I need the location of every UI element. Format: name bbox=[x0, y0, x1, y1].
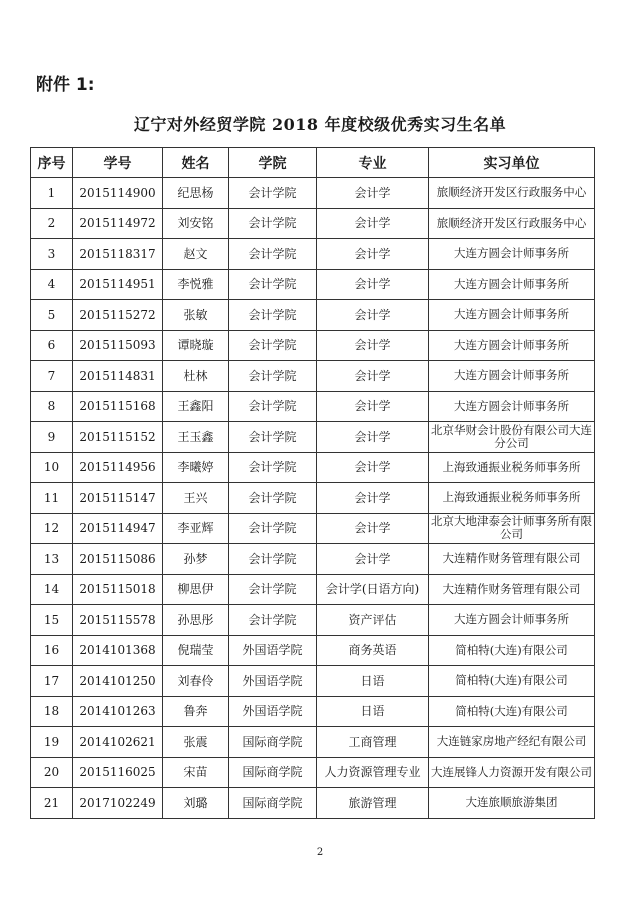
table-row bbox=[31, 269, 595, 300]
attachment-label: 附件 1: bbox=[36, 75, 95, 95]
cell-name: 宋苗 bbox=[163, 757, 229, 788]
cell-internship-unit: 北京华财会计股份有限公司大连分公司 bbox=[429, 422, 595, 453]
cell-college: 会计学院 bbox=[229, 391, 317, 422]
cell-name: 鲁奔 bbox=[163, 696, 229, 727]
cell-major: 会计学 bbox=[317, 300, 429, 331]
table-row bbox=[31, 239, 595, 270]
cell-major: 日语 bbox=[317, 696, 429, 727]
cell-internship-unit: 北京大地津泰会计师事务所有限公司 bbox=[429, 513, 595, 544]
table-row bbox=[31, 727, 595, 758]
cell-student-id: 2015115272 bbox=[73, 300, 163, 331]
cell-major: 会计学(日语方向) bbox=[317, 574, 429, 605]
cell-index: 12 bbox=[31, 513, 73, 544]
cell-major: 旅游管理 bbox=[317, 788, 429, 819]
cell-student-id: 2015115018 bbox=[73, 574, 163, 605]
cell-index: 9 bbox=[31, 422, 73, 453]
table-row bbox=[31, 452, 595, 483]
cell-student-id: 2017102249 bbox=[73, 788, 163, 819]
cell-name: 孙思彤 bbox=[163, 605, 229, 636]
header-index: 序号 bbox=[31, 148, 73, 178]
cell-internship-unit: 简柏特(大连)有限公司 bbox=[429, 696, 595, 727]
table-header-row bbox=[31, 148, 595, 178]
cell-college: 会计学院 bbox=[229, 452, 317, 483]
cell-student-id: 2015114900 bbox=[73, 178, 163, 209]
cell-college: 会计学院 bbox=[229, 544, 317, 575]
cell-major: 会计学 bbox=[317, 239, 429, 270]
header-major: 专业 bbox=[317, 148, 429, 178]
cell-index: 19 bbox=[31, 727, 73, 758]
table-row bbox=[31, 361, 595, 392]
page-number: 2 bbox=[316, 847, 324, 858]
cell-index: 15 bbox=[31, 605, 73, 636]
table-row bbox=[31, 208, 595, 239]
cell-major: 会计学 bbox=[317, 513, 429, 544]
cell-index: 13 bbox=[31, 544, 73, 575]
cell-student-id: 2014101250 bbox=[73, 666, 163, 697]
cell-student-id: 2015115168 bbox=[73, 391, 163, 422]
cell-name: 孙梦 bbox=[163, 544, 229, 575]
cell-college: 会计学院 bbox=[229, 574, 317, 605]
cell-name: 刘安铭 bbox=[163, 208, 229, 239]
table-row bbox=[31, 483, 595, 514]
cell-student-id: 2015114831 bbox=[73, 361, 163, 392]
cell-major: 会计学 bbox=[317, 208, 429, 239]
cell-major: 会计学 bbox=[317, 452, 429, 483]
table-row bbox=[31, 605, 595, 636]
table-row bbox=[31, 696, 595, 727]
cell-student-id: 2015115152 bbox=[73, 422, 163, 453]
cell-index: 1 bbox=[31, 178, 73, 209]
table-row bbox=[31, 544, 595, 575]
cell-index: 3 bbox=[31, 239, 73, 270]
cell-internship-unit: 大连方圆会计师事务所 bbox=[429, 300, 595, 331]
cell-internship-unit: 大连方圆会计师事务所 bbox=[429, 269, 595, 300]
cell-name: 张震 bbox=[163, 727, 229, 758]
cell-student-id: 2015114947 bbox=[73, 513, 163, 544]
cell-student-id: 2015114956 bbox=[73, 452, 163, 483]
cell-index: 2 bbox=[31, 208, 73, 239]
cell-student-id: 2015114972 bbox=[73, 208, 163, 239]
cell-internship-unit: 大连旅顺旅游集团 bbox=[429, 788, 595, 819]
cell-internship-unit: 大连方圆会计师事务所 bbox=[429, 330, 595, 361]
cell-student-id: 2015118317 bbox=[73, 239, 163, 270]
cell-name: 纪思杨 bbox=[163, 178, 229, 209]
cell-major: 会计学 bbox=[317, 544, 429, 575]
cell-college: 会计学院 bbox=[229, 178, 317, 209]
cell-index: 17 bbox=[31, 666, 73, 697]
cell-index: 18 bbox=[31, 696, 73, 727]
cell-student-id: 2014101368 bbox=[73, 635, 163, 666]
cell-name: 刘春伶 bbox=[163, 666, 229, 697]
cell-college: 国际商学院 bbox=[229, 788, 317, 819]
cell-internship-unit: 大连方圆会计师事务所 bbox=[429, 391, 595, 422]
cell-major: 会计学 bbox=[317, 178, 429, 209]
cell-name: 谭晓璇 bbox=[163, 330, 229, 361]
table-row bbox=[31, 330, 595, 361]
cell-name: 杜林 bbox=[163, 361, 229, 392]
cell-college: 会计学院 bbox=[229, 361, 317, 392]
cell-index: 14 bbox=[31, 574, 73, 605]
cell-index: 4 bbox=[31, 269, 73, 300]
cell-internship-unit: 简柏特(大连)有限公司 bbox=[429, 635, 595, 666]
cell-college: 会计学院 bbox=[229, 330, 317, 361]
cell-internship-unit: 大连展锋人力资源开发有限公司 bbox=[429, 757, 595, 788]
cell-college: 会计学院 bbox=[229, 208, 317, 239]
cell-college: 国际商学院 bbox=[229, 757, 317, 788]
cell-name: 赵文 bbox=[163, 239, 229, 270]
cell-student-id: 2015115093 bbox=[73, 330, 163, 361]
cell-major: 资产评估 bbox=[317, 605, 429, 636]
cell-name: 王兴 bbox=[163, 483, 229, 514]
cell-college: 会计学院 bbox=[229, 483, 317, 514]
cell-college: 国际商学院 bbox=[229, 727, 317, 758]
cell-index: 7 bbox=[31, 361, 73, 392]
cell-college: 外国语学院 bbox=[229, 666, 317, 697]
table-row bbox=[31, 300, 595, 331]
cell-index: 10 bbox=[31, 452, 73, 483]
cell-major: 工商管理 bbox=[317, 727, 429, 758]
cell-internship-unit: 简柏特(大连)有限公司 bbox=[429, 666, 595, 697]
cell-college: 外国语学院 bbox=[229, 696, 317, 727]
intern-table bbox=[30, 147, 595, 819]
cell-name: 王玉鑫 bbox=[163, 422, 229, 453]
cell-student-id: 2014102621 bbox=[73, 727, 163, 758]
cell-name: 李亚辉 bbox=[163, 513, 229, 544]
document-title: 辽宁对外经贸学院 2018 年度校级优秀实习生名单 bbox=[133, 115, 507, 134]
cell-name: 李曦婷 bbox=[163, 452, 229, 483]
cell-index: 21 bbox=[31, 788, 73, 819]
cell-index: 20 bbox=[31, 757, 73, 788]
cell-internship-unit: 大连方圆会计师事务所 bbox=[429, 361, 595, 392]
cell-name: 张敏 bbox=[163, 300, 229, 331]
table-row bbox=[31, 422, 595, 453]
table-row bbox=[31, 788, 595, 819]
cell-major: 会计学 bbox=[317, 422, 429, 453]
cell-student-id: 2014101263 bbox=[73, 696, 163, 727]
cell-major: 会计学 bbox=[317, 483, 429, 514]
cell-name: 王鑫阳 bbox=[163, 391, 229, 422]
cell-major: 人力资源管理专业 bbox=[317, 757, 429, 788]
cell-major: 会计学 bbox=[317, 330, 429, 361]
table-row bbox=[31, 574, 595, 605]
cell-index: 8 bbox=[31, 391, 73, 422]
cell-internship-unit: 大连精作财务管理有限公司 bbox=[429, 544, 595, 575]
header-student-id: 学号 bbox=[73, 148, 163, 178]
cell-major: 会计学 bbox=[317, 391, 429, 422]
cell-major: 会计学 bbox=[317, 361, 429, 392]
table-row bbox=[31, 513, 595, 544]
table-row bbox=[31, 666, 595, 697]
cell-college: 会计学院 bbox=[229, 605, 317, 636]
cell-college: 会计学院 bbox=[229, 300, 317, 331]
cell-index: 5 bbox=[31, 300, 73, 331]
cell-student-id: 2015115086 bbox=[73, 544, 163, 575]
table-row bbox=[31, 391, 595, 422]
cell-index: 11 bbox=[31, 483, 73, 514]
cell-internship-unit: 旅顺经济开发区行政服务中心 bbox=[429, 178, 595, 209]
cell-internship-unit: 大连方圆会计师事务所 bbox=[429, 605, 595, 636]
header-name: 姓名 bbox=[163, 148, 229, 178]
cell-internship-unit: 上海致通振业税务师事务所 bbox=[429, 483, 595, 514]
table-row bbox=[31, 635, 595, 666]
cell-college: 会计学院 bbox=[229, 239, 317, 270]
cell-internship-unit: 上海致通振业税务师事务所 bbox=[429, 452, 595, 483]
cell-student-id: 2015114951 bbox=[73, 269, 163, 300]
cell-name: 倪瑞莹 bbox=[163, 635, 229, 666]
cell-college: 外国语学院 bbox=[229, 635, 317, 666]
table-row bbox=[31, 178, 595, 209]
header-internship-unit: 实习单位 bbox=[429, 148, 595, 178]
cell-name: 李悦雅 bbox=[163, 269, 229, 300]
cell-student-id: 2015115147 bbox=[73, 483, 163, 514]
cell-index: 6 bbox=[31, 330, 73, 361]
cell-student-id: 2015115578 bbox=[73, 605, 163, 636]
cell-student-id: 2015116025 bbox=[73, 757, 163, 788]
cell-major: 日语 bbox=[317, 666, 429, 697]
cell-internship-unit: 大连方圆会计师事务所 bbox=[429, 239, 595, 270]
cell-college: 会计学院 bbox=[229, 269, 317, 300]
cell-name: 柳思伊 bbox=[163, 574, 229, 605]
cell-major: 会计学 bbox=[317, 269, 429, 300]
table-row bbox=[31, 757, 595, 788]
cell-college: 会计学院 bbox=[229, 422, 317, 453]
cell-internship-unit: 大连精作财务管理有限公司 bbox=[429, 574, 595, 605]
cell-internship-unit: 旅顺经济开发区行政服务中心 bbox=[429, 208, 595, 239]
cell-college: 会计学院 bbox=[229, 513, 317, 544]
cell-major: 商务英语 bbox=[317, 635, 429, 666]
cell-internship-unit: 大连链家房地产经纪有限公司 bbox=[429, 727, 595, 758]
header-college: 学院 bbox=[229, 148, 317, 178]
cell-index: 16 bbox=[31, 635, 73, 666]
cell-name: 刘璐 bbox=[163, 788, 229, 819]
